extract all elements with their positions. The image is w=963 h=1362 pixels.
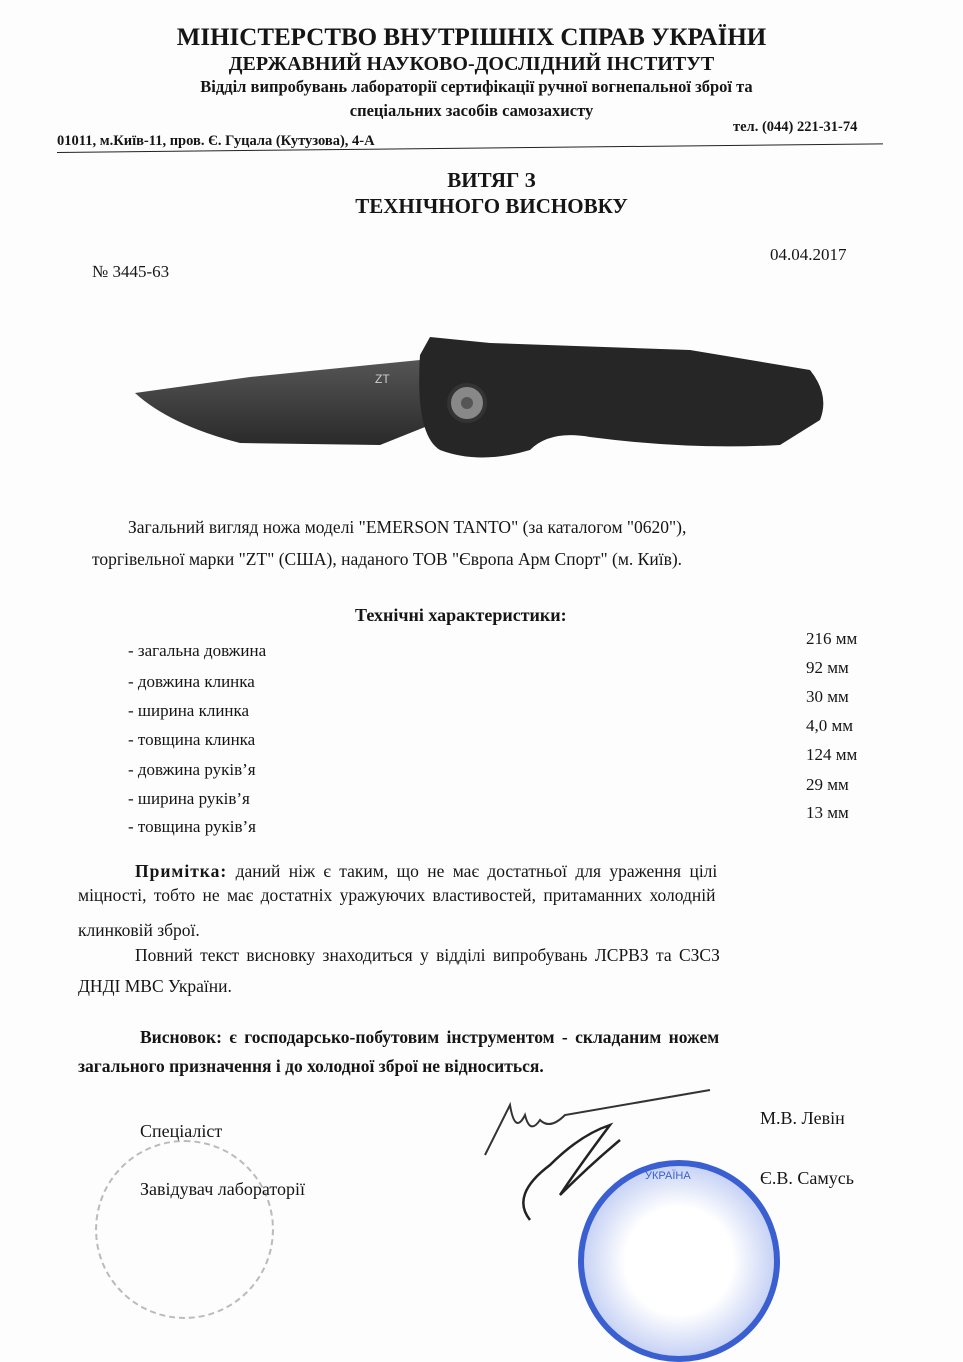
spec-value: 124 мм: [806, 745, 858, 764]
spec-value: 13 мм: [806, 803, 849, 822]
document-date: 04.04.2017: [770, 245, 847, 264]
specialist-role: Спеціаліст: [140, 1121, 223, 1141]
spec-value: 29 мм: [806, 775, 849, 794]
document-title-line-2: ТЕХНІЧНОГО ВИСНОВКУ: [355, 194, 628, 218]
head-role: Завідувач лабораторії: [140, 1179, 306, 1199]
spec-label: - довжина клинка: [128, 672, 255, 691]
description-line-2: торгівельної марки "ZT" (США), наданого ТОВ "Європа Арм Спорт" (м. Київ).: [92, 549, 683, 569]
department-line-2: спеціальних засобів самозахисту: [349, 101, 594, 120]
note-label: Примітка:: [135, 861, 228, 881]
blue-stamp: [578, 1160, 780, 1362]
address: 01011, м.Київ-11, пров. Є. Гуцала (Кутузова), 4-А: [57, 133, 375, 149]
spec-label: - загальна довжина: [128, 641, 267, 660]
description-line-1: Загальний вигляд ножа моделі "EMERSON TANTO" (за каталогом "0620"),: [128, 517, 687, 537]
conclusion-line-2: загального призначення і до холодної зброї не відноситься.: [78, 1056, 544, 1076]
specialist-name: М.В. Левін: [760, 1108, 845, 1128]
spec-value: 30 мм: [806, 687, 849, 706]
knife-photo: [130, 325, 830, 475]
note-line-5: ДНДІ МВС України.: [78, 976, 232, 996]
blue-stamp-text: УКРАЇНА: [645, 1170, 691, 1182]
note-line-4: Повний текст висновку знаходиться у відділі випробувань ЛСРВЗ та СЗСЗ: [135, 945, 720, 965]
spec-value: 216 мм: [806, 629, 858, 648]
note-line-1: [135, 861, 717, 882]
spec-value: 4,0 мм: [806, 716, 854, 735]
document-title-line-1: ВИТЯГ З: [447, 168, 536, 192]
spec-label: - ширина клинка: [128, 701, 250, 720]
note-line-3: клинковій зброї.: [78, 920, 200, 940]
spec-value: 92 мм: [806, 658, 849, 677]
phone: тел. (044) 221-31-74: [733, 119, 858, 135]
spec-label: - ширина руків’я: [128, 789, 250, 808]
head-name: Є.В. Самусь: [760, 1168, 854, 1188]
spec-label: - довжина руків’я: [128, 760, 256, 779]
ministry-heading: МІНІСТЕРСТВО ВНУТРІШНІХ СПРАВ УКРАЇНИ: [176, 24, 767, 51]
document-number: № 3445-63: [92, 262, 170, 281]
institute-heading: ДЕРЖАВНИЙ НАУКОВО-ДОСЛІДНИЙ ІНСТИТУТ: [228, 53, 715, 75]
conclusion-line-1: Висновок: є господарсько-побутовим інструментом - складаним ножем: [140, 1027, 720, 1047]
spec-label: - товщина клинка: [128, 730, 256, 749]
svg-text:ZT: ZT: [375, 372, 390, 386]
department-line-1: Відділ випробувань лабораторії сертифікації ручної вогнепальної зброї та: [200, 77, 753, 96]
spec-label: - товщина руків’я: [128, 817, 256, 836]
note-text: даний ніж є таким, що не має достатньої для ураження цілі: [227, 861, 718, 881]
signature-specialist: [485, 1090, 710, 1155]
note-line-2: міцності, тобто не має достатніх уражуючих властивостей, притаманних холодній: [78, 885, 716, 905]
faded-stamp: [95, 1140, 274, 1319]
specs-heading: Технічні характеристики:: [355, 605, 567, 625]
